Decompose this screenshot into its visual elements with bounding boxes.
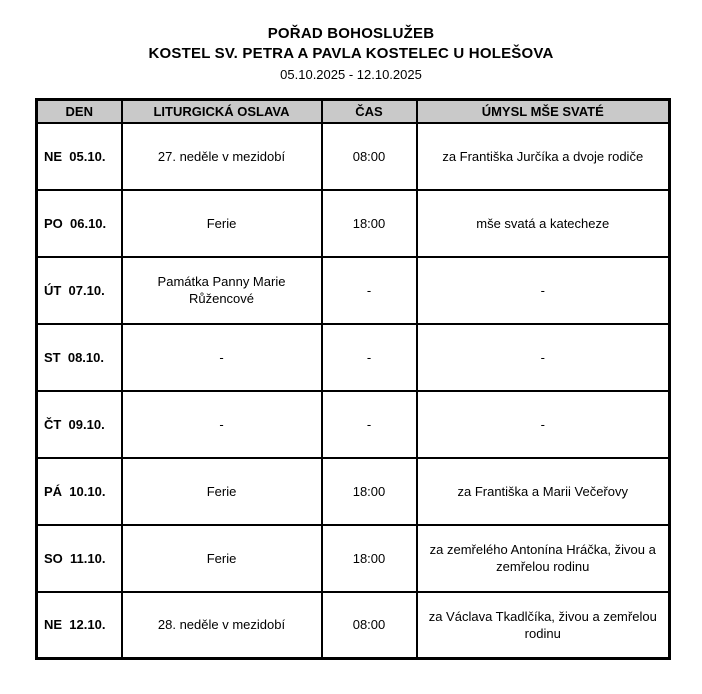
schedule-table: [35, 98, 671, 660]
cell-time: 08:00: [322, 592, 417, 659]
column-header-day: DEN: [37, 100, 122, 123]
document-title: POŘAD BOHOSLUŽEB: [267, 25, 435, 42]
cell-intention: mše svatá a katecheze: [417, 190, 670, 257]
document-header: [0, 24, 702, 85]
cell-day: PO 06.10.: [37, 190, 122, 257]
cell-celebration: -: [122, 391, 322, 458]
cell-celebration: Ferie: [122, 458, 322, 525]
cell-time: -: [322, 391, 417, 458]
cell-celebration: 28. neděle v mezidobí: [122, 592, 322, 659]
cell-time: 18:00: [322, 190, 417, 257]
cell-day: ST 08.10.: [37, 324, 122, 391]
document-subtitle: KOSTEL SV. PETRA A PAVLA KOSTELEC U HOLEŠOVA: [148, 45, 554, 62]
cell-intention: za Františka a Marii Večeřovy: [417, 458, 670, 525]
table-row: [37, 525, 670, 592]
cell-intention: za zemřelého Antonína Hráčka, živou a zemřelou rodinu: [417, 525, 670, 592]
cell-celebration: -: [122, 324, 322, 391]
table-row: [37, 123, 670, 190]
cell-day: NE 05.10.: [37, 123, 122, 190]
cell-time: -: [322, 257, 417, 324]
cell-time: 18:00: [322, 458, 417, 525]
cell-intention: za Václava Tkadlčíka, živou a zemřelou rodinu: [417, 592, 670, 659]
cell-time: 08:00: [322, 123, 417, 190]
cell-day: PÁ 10.10.: [37, 458, 122, 525]
cell-intention: -: [417, 257, 670, 324]
table-row: [37, 257, 670, 324]
table-row: [37, 324, 670, 391]
cell-day: ÚT 07.10.: [37, 257, 122, 324]
cell-time: 18:00: [322, 525, 417, 592]
cell-time: -: [322, 324, 417, 391]
table-header-row: [37, 100, 670, 123]
column-header-time: ČAS: [322, 100, 417, 123]
column-header-celebration: LITURGICKÁ OSLAVA: [122, 100, 322, 123]
cell-celebration: 27. neděle v mezidobí: [122, 123, 322, 190]
column-header-intention: ÚMYSL MŠE SVATÉ: [417, 100, 670, 123]
table-row: [37, 190, 670, 257]
cell-celebration: Ferie: [122, 190, 322, 257]
table-row: [37, 458, 670, 525]
cell-intention: -: [417, 324, 670, 391]
cell-celebration: Ferie: [122, 525, 322, 592]
cell-celebration: Památka Panny Marie Růžencové: [122, 257, 322, 324]
table-row: [37, 391, 670, 458]
cell-intention: za Františka Jurčíka a dvoje rodiče: [417, 123, 670, 190]
cell-intention: -: [417, 391, 670, 458]
cell-day: NE 12.10.: [37, 592, 122, 659]
date-range: 05.10.2025 - 12.10.2025: [280, 67, 422, 82]
table-row: [37, 592, 670, 659]
cell-day: ČT 09.10.: [37, 391, 122, 458]
cell-day: SO 11.10.: [37, 525, 122, 592]
